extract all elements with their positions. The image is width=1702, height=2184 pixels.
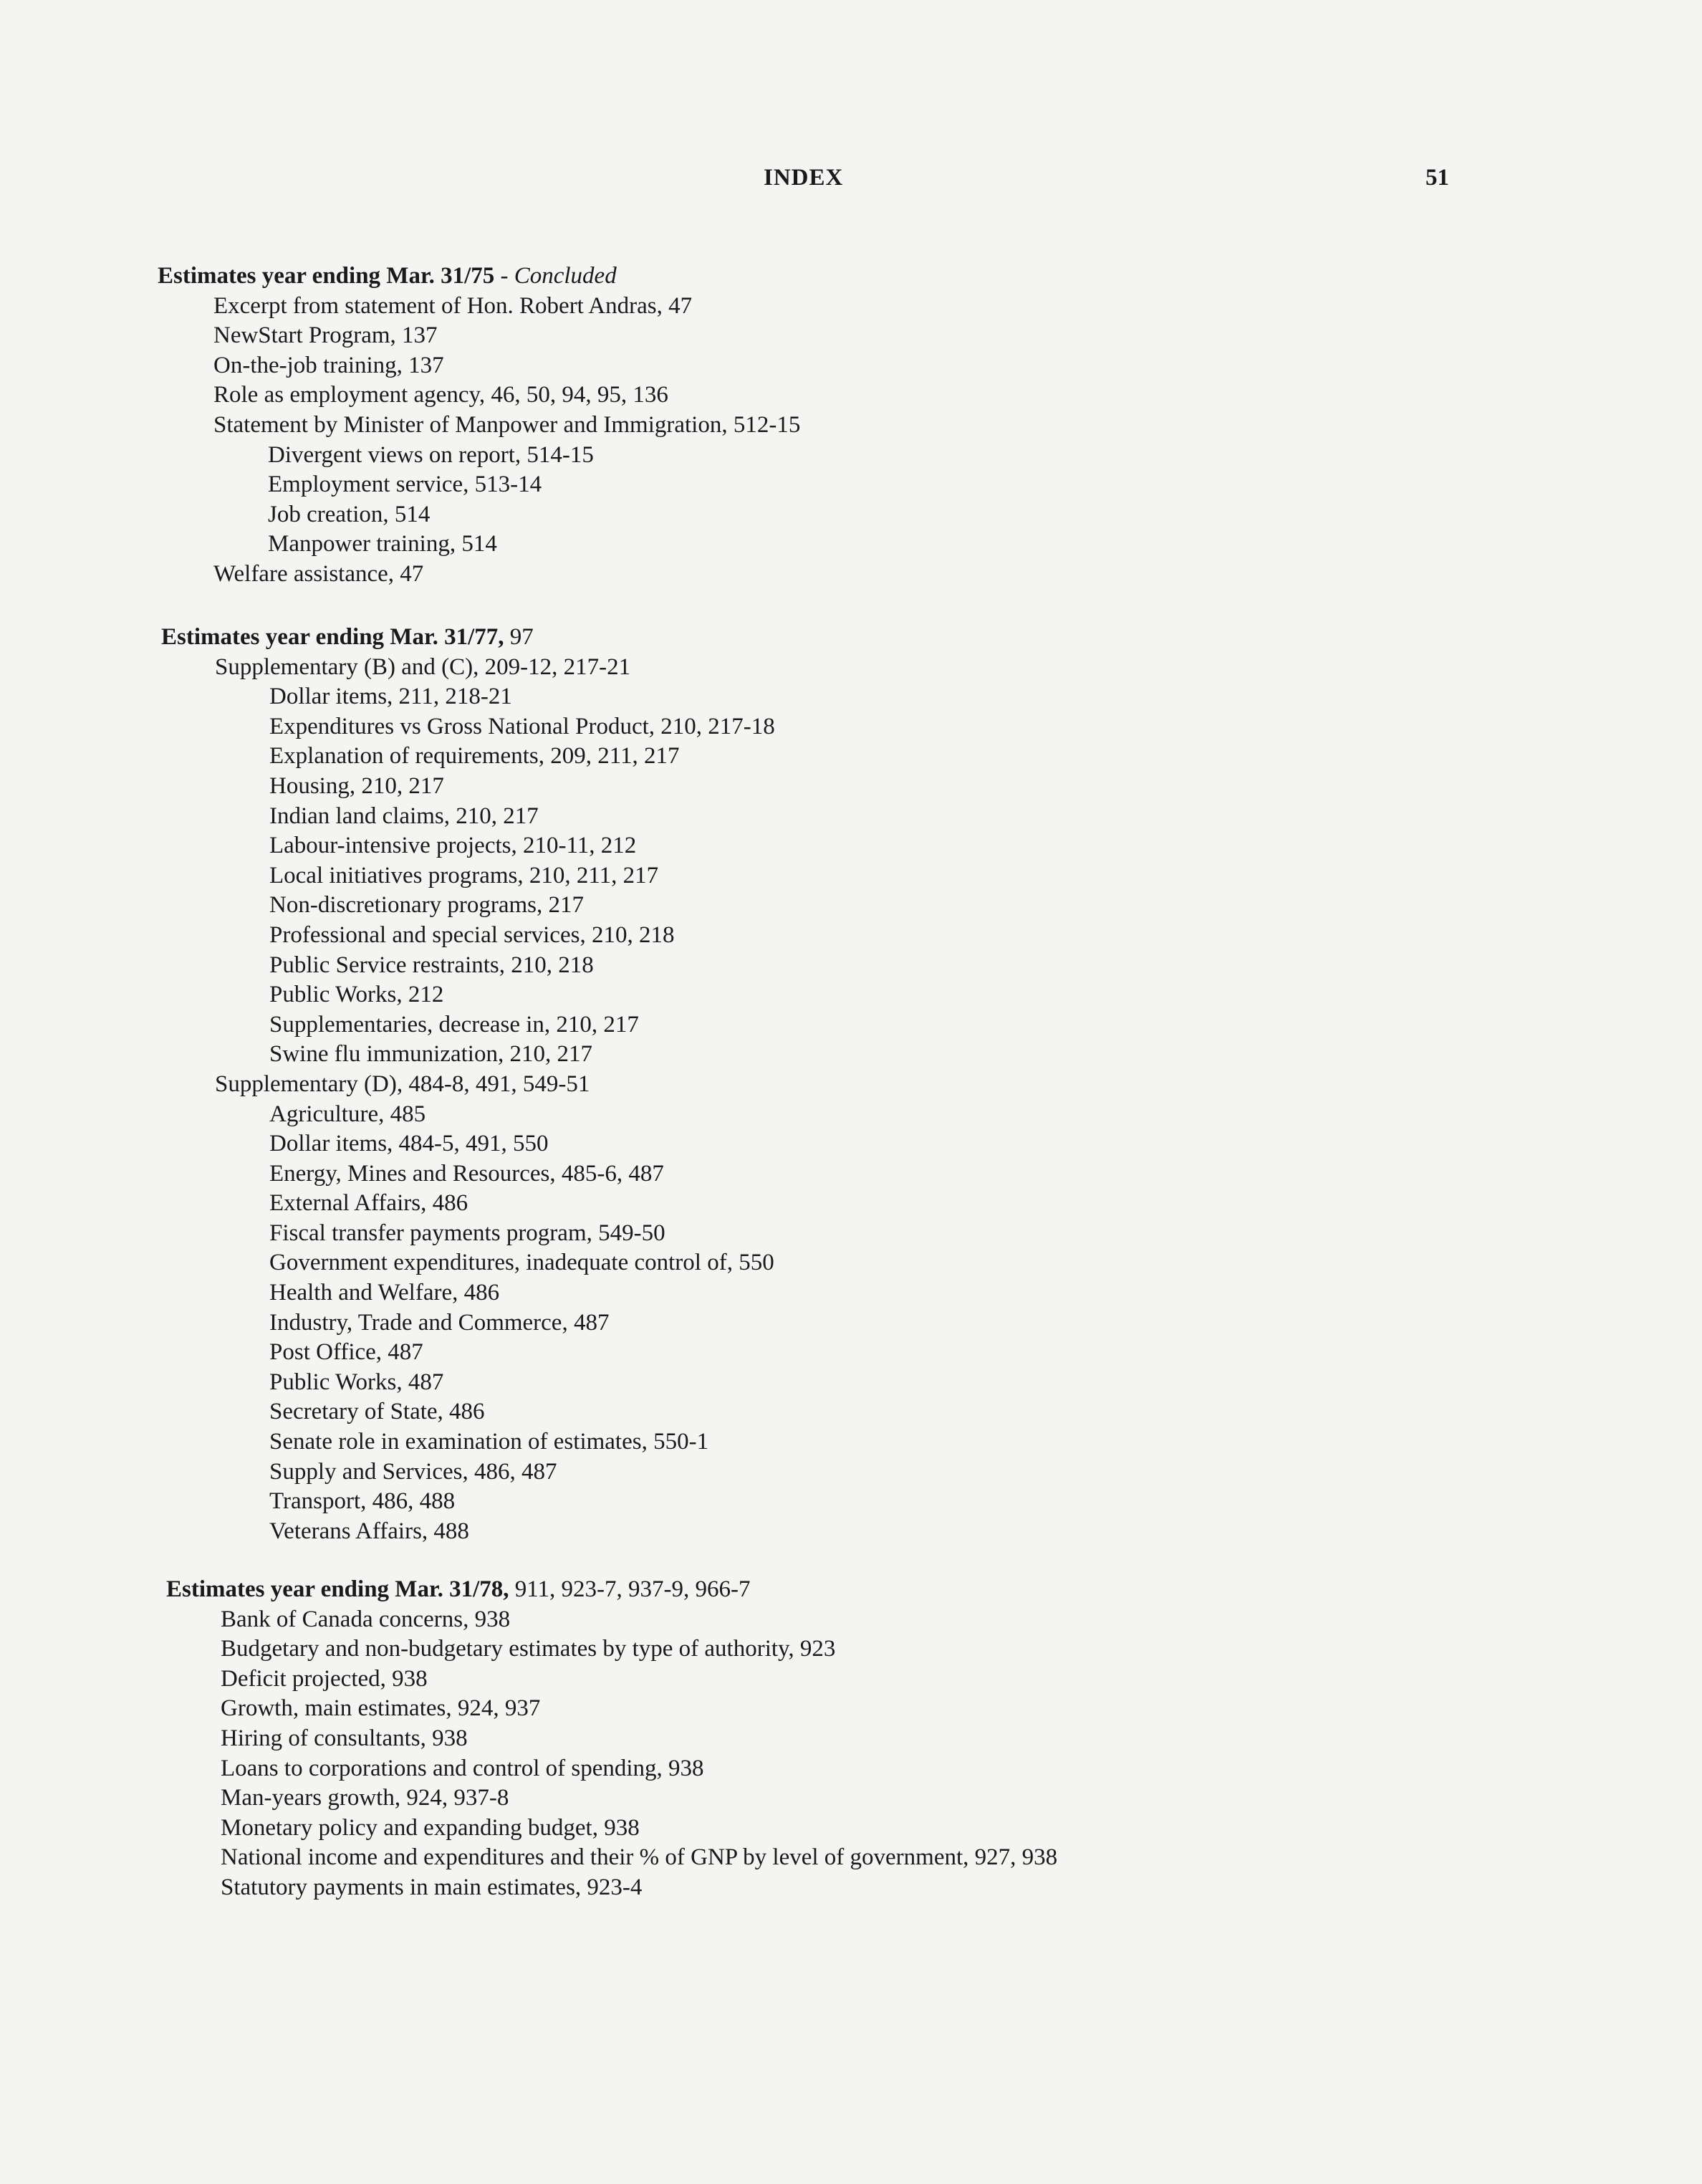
index-subentry: Transport, 486, 488 xyxy=(269,1488,456,1515)
index-subentry: Indian land claims, 210, 217 xyxy=(269,803,539,829)
heading-pages: 97 xyxy=(504,624,534,650)
index-subentry: Job creation, 514 xyxy=(268,501,431,527)
index-entry: Statement by Minister of Manpower and Immigration, 512-15 xyxy=(213,411,801,438)
index-subentry: External Affairs, 486 xyxy=(269,1190,468,1217)
index-subentry: Government expenditures, inadequate control of, 550 xyxy=(269,1250,774,1276)
heading-text: Estimates year ending Mar. 31/75 xyxy=(158,263,495,289)
index-entry: On-the-job training, 137 xyxy=(213,352,444,378)
index-subentry: Dollar items, 484-5, 491, 550 xyxy=(269,1131,549,1157)
index-entry: Bank of Canada concerns, 938 xyxy=(221,1606,511,1632)
index-entry: Supplementary (B) and (C), 209-12, 217-21 xyxy=(215,653,631,680)
index-entry: Statutory payments in main estimates, 923-4 xyxy=(221,1874,643,1900)
index-subentry: Manpower training, 514 xyxy=(268,531,497,557)
index-subentry: Divergent views on report, 514-15 xyxy=(268,441,594,468)
index-subentry: Supply and Services, 486, 487 xyxy=(269,1458,557,1485)
index-subentry: Swine flu immunization, 210, 217 xyxy=(269,1041,592,1068)
page-title: INDEX xyxy=(764,165,844,191)
index-section-estimates-78 xyxy=(0,1575,1702,1903)
index-subentry: Health and Welfare, 486 xyxy=(269,1280,500,1306)
page-number: 51 xyxy=(1425,165,1449,191)
index-subentry: Explanation of requirements, 209, 211, 217 xyxy=(269,743,680,770)
index-subentry: Public Service restraints, 210, 218 xyxy=(269,952,594,978)
index-entry: Welfare assistance, 47 xyxy=(213,560,424,587)
index-subentry: Non-discretionary programs, 217 xyxy=(269,892,584,919)
section-heading xyxy=(0,623,1702,653)
section-heading xyxy=(0,1575,1702,1605)
index-subentry: Energy, Mines and Resources, 485-6, 487 xyxy=(269,1160,664,1187)
index-subentry: Agriculture, 485 xyxy=(269,1101,426,1127)
index-subentry: Expenditures vs Gross National Product, 210, 217-18 xyxy=(269,713,775,739)
index-entry: Loans to corporations and control of spending, 938 xyxy=(221,1755,704,1781)
index-subentry: Secretary of State, 486 xyxy=(269,1399,485,1425)
index-subentry: Public Works, 487 xyxy=(269,1369,444,1395)
index-subentry: Professional and special services, 210, 218 xyxy=(269,921,675,948)
index-entry: Supplementary (D), 484-8, 491, 549-51 xyxy=(215,1071,590,1097)
heading-separator: - xyxy=(494,263,514,289)
index-entry: National income and expenditures and their % of GNP by level of government, 927, 938 xyxy=(221,1844,1058,1871)
index-section-estimates-77 xyxy=(0,623,1702,1546)
section-heading xyxy=(0,262,1702,292)
index-section-estimates-75 xyxy=(0,262,1702,590)
index-entry: Excerpt from statement of Hon. Robert Andras, 47 xyxy=(213,292,693,319)
index-subentry: Post Office, 487 xyxy=(269,1339,423,1366)
heading-text: Estimates year ending Mar. 31/78, xyxy=(166,1576,509,1602)
index-entry: Growth, main estimates, 924, 937 xyxy=(221,1695,541,1722)
index-entry: Man-years growth, 924, 937-8 xyxy=(221,1785,509,1811)
index-entry: Hiring of consultants, 938 xyxy=(221,1725,468,1751)
index-subentry: Veterans Affairs, 488 xyxy=(269,1518,469,1544)
index-entry: Budgetary and non-budgetary estimates by type of authority, 923 xyxy=(221,1636,836,1662)
index-subentry: Supplementaries, decrease in, 210, 217 xyxy=(269,1011,639,1038)
index-entry: Monetary policy and expanding budget, 938 xyxy=(221,1814,640,1841)
page-header xyxy=(0,165,1702,199)
index-entry: Role as employment agency, 46, 50, 94, 95, 136 xyxy=(213,382,668,408)
heading-note: Concluded xyxy=(514,263,617,289)
index-entry: Deficit projected, 938 xyxy=(221,1665,428,1692)
index-subentry: Fiscal transfer payments program, 549-50 xyxy=(269,1220,665,1246)
index-entry: NewStart Program, 137 xyxy=(213,322,438,349)
index-subentry: Local initiatives programs, 210, 211, 217 xyxy=(269,862,659,889)
index-subentry: Dollar items, 211, 218-21 xyxy=(269,684,512,710)
heading-pages: 911, 923-7, 937-9, 966-7 xyxy=(509,1576,751,1602)
index-subentry: Senate role in examination of estimates, 550-1 xyxy=(269,1429,709,1455)
index-subentry: Employment service, 513-14 xyxy=(268,471,542,498)
index-subentry: Housing, 210, 217 xyxy=(269,772,444,799)
index-subentry: Labour-intensive projects, 210-11, 212 xyxy=(269,833,637,859)
index-subentry: Public Works, 212 xyxy=(269,982,444,1008)
heading-text: Estimates year ending Mar. 31/77, xyxy=(161,624,504,650)
index-subentry: Industry, Trade and Commerce, 487 xyxy=(269,1309,610,1336)
